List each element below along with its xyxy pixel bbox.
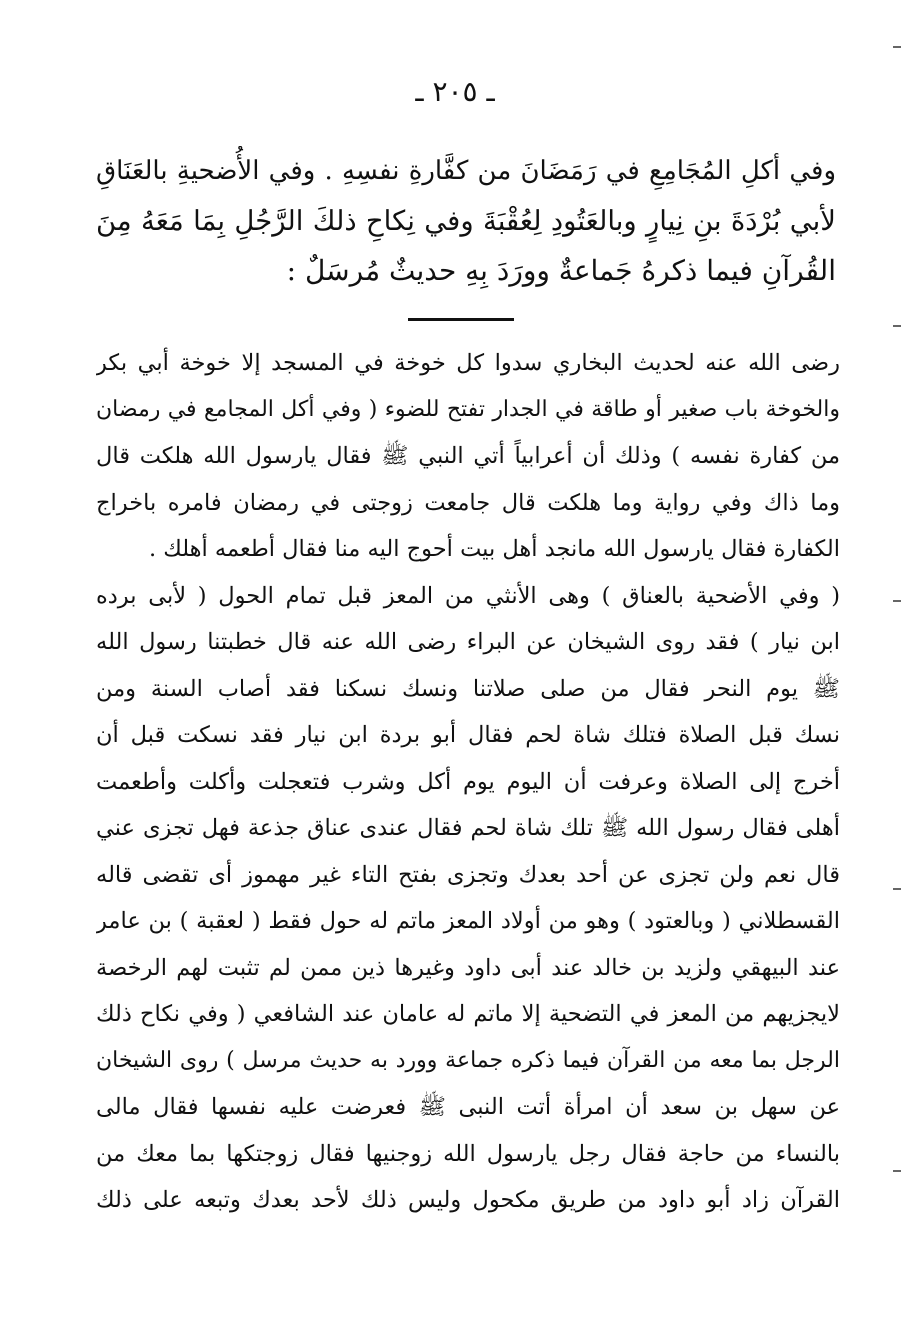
commentary-line: ( وفي الأضحية بالعناق ) وهى الأنثي من المعز قبل تمام الحول ( لأبى برده [96,582,840,609]
commentary-line: من كفارة نفسه ) وذلك أن أعرابياً أتي النبي ﷺ فقال يارسول الله هلكت قال [96,443,840,469]
margin-mark [893,600,901,602]
commentary-line: قال نعم ولن تجزى عن أحد بعدك وتجزى بفتح التاء غير مهموز أى تقضى قاله [96,861,840,888]
margin-mark [893,1170,901,1172]
section-divider [408,318,514,321]
commentary-line: رضى الله عنه لحديث البخاري سدوا كل خوخة في المسجد إلا خوخة أبي بكر [96,350,840,376]
commentary-line: القسطلاني ( وبالعتود ) وهو من أولاد المعز ماتم له حول فقط ( لعقبة ) بن عامر [96,908,840,934]
commentary-line: القرآن زاد أبو داود من طريق مكحول وليس ذلك لأحد بعدك وتبعه على ذلك [96,1187,840,1213]
commentary-line: والخوخة باب صغير أو طاقة في الجدار تفتح للضوء ( وفي أكل المجامع في رمضان [96,396,840,422]
commentary-line: بالنساء من حاجة فقال رجل يارسول الله زوجنيها فقال زوجتكها بما معك من [96,1140,840,1167]
matn-text [96,146,836,296]
commentary-line: أخرج إلى الصلاة وعرفت أن اليوم يوم أكل وشرب فتعجلت وأكلت وأطعمت [96,768,840,795]
commentary-text [96,340,840,1224]
commentary-line: عند البيهقي ولزيد بن خالد عند أبى داود وغيرها ذين ممن لم تثبت لهم الرخصة [96,954,840,981]
commentary-line: الرجل بما معه من القرآن فيما ذكره جماعة وورد به حديث مرسل ) روى الشيخان [96,1047,840,1073]
commentary-line: أهلى فقال رسول الله ﷺ تلك شاة لحم فقال عندى عناق جذعة فهل تجزى عني [96,815,840,841]
margin-mark [893,46,901,48]
commentary-line: الكفارة فقال يارسول الله مانجد أهل بيت أحوج اليه منا فقال أطعمه أهلك . [148,536,840,562]
page-number: ـ ٢٠٥ ـ [415,75,495,108]
margin-mark [893,888,901,890]
matn-line: القُرآنِ فيما ذكرهُ جَماعةٌ وورَدَ بِهِ حديثٌ مُرسَلٌ : [286,254,836,287]
commentary-line: ابن نيار ) فقد روى الشيخان عن البراء رضى الله عنه قال خطبتنا رسول الله [96,629,840,655]
commentary-line: عن سهل بن سعد أن امرأة أتت النبى ﷺ فعرضت عليه نفسها فقال مالى [96,1094,840,1120]
matn-line: وفي أكلِ المُجَامِعِ في رَمَضَانَ من كفَّارةِ نفسِهِ . وفي الأُضحيةِ بالعَنَاقِ [96,156,836,186]
matn-line: لأبي بُرْدَةَ بنِ نِيارٍ وبالعَتُودِ لِعُقْبَةَ وفي نِكاحِ ذلكَ الرَّجُلِ بِمَا مَعَهُ مِنَ [96,205,836,237]
commentary-line: ﷺ يوم النحر فقال من صلى صلاتنا ونسك نسكنا فقد أصاب السنة ومن [96,675,840,702]
commentary-line: نسك قبل الصلاة فتلك شاة لحم فقال أبو بردة ابن نيار فقد نسكت قبل أن [96,722,840,748]
commentary-line: وما ذاك وفي رواية وما هلكت قال جامعت زوجتى في رمضان فامره باخراج [96,489,840,516]
margin-mark [893,325,901,327]
commentary-line: لايجزيهم من المعز في التضحية إلا ماتم له عامان عند الشافعي ( وفي نكاح ذلك [96,1001,840,1027]
